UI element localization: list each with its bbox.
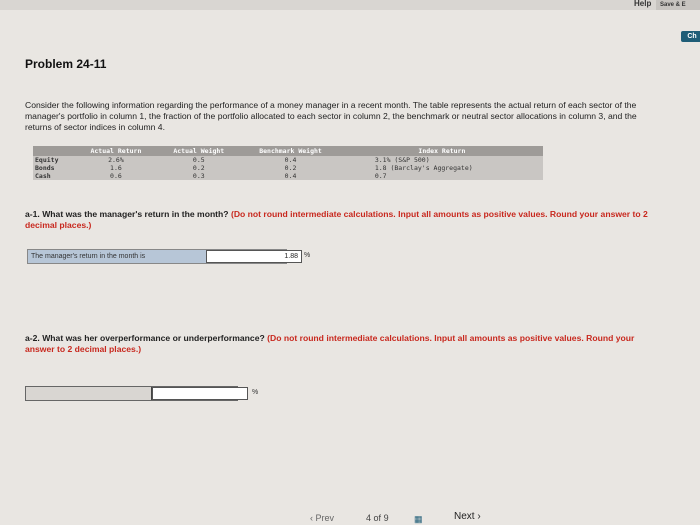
question-a2-instruction: (Do not round intermediate calculations. Input all amounts as positive values. Round your answer to 2 decimal places.): [25, 333, 635, 354]
percent-unit: %: [252, 389, 259, 396]
answer-row-a1: [27, 249, 311, 264]
table-cell: Cash: [33, 172, 75, 180]
next-label: Next: [454, 511, 475, 522]
table-header: [33, 146, 75, 156]
page-current: 4: [366, 513, 372, 523]
answer-a2-input[interactable]: [152, 387, 248, 400]
table-cell: 1.6: [75, 164, 158, 172]
table-header-row: [33, 146, 543, 156]
chevron-right-icon: ›: [477, 511, 481, 522]
table-header: Actual Return: [75, 146, 158, 156]
problem-intro: Consider the following information regarding the performance of a money manager in a recent month. The table represents the actual return of each sector of the manager's portfolio in column 1, the fraction of the portfolio allocated to each sector in column 2, the benchmark or neutral sector allocations in column 3, and the returns of sector indices in column 4.: [25, 100, 637, 132]
help-link[interactable]: Help: [634, 0, 652, 8]
table-row: [33, 156, 543, 164]
check-my-work-button[interactable]: Ch: [681, 31, 700, 42]
table-cell: 0.6: [75, 172, 158, 180]
question-a2-text: a-2. What was her overperformance or underperformance?: [25, 333, 265, 343]
answer-a1-label: The manager's return in the month is: [31, 253, 146, 260]
performance-table: [33, 146, 543, 180]
table-row: [33, 172, 543, 180]
table-cell: Bonds: [33, 164, 75, 172]
page-sep: of: [373, 513, 382, 523]
table-header: Benchmark Weight: [240, 146, 341, 156]
page-indicator: [366, 513, 389, 523]
table-row: [33, 164, 543, 172]
table-cell: 0.2: [240, 164, 341, 172]
answer-a1-input[interactable]: 1.88: [206, 250, 302, 263]
table-cell: 2.6%: [75, 156, 158, 164]
table-cell: 3.1% (S&P 500): [341, 156, 543, 164]
table-header: Index Return: [341, 146, 543, 156]
performance-type-dropdown[interactable]: [26, 387, 152, 400]
problem-title: Problem 24-11: [25, 57, 107, 71]
table-cell: 0.4: [240, 172, 341, 180]
question-a1: [25, 209, 665, 231]
answer-row-a2: [25, 386, 259, 401]
save-exit-button[interactable]: Save & E: [656, 0, 700, 10]
next-button[interactable]: [454, 511, 481, 522]
table-cell: 0.3: [157, 172, 240, 180]
question-a1-instruction: (Do not round intermediate calculations. Input all amounts as positive values. Round your answer to 2 decimal places.): [25, 209, 648, 230]
grid-icon[interactable]: ▦: [414, 514, 423, 524]
table-cell: 0.4: [240, 156, 341, 164]
table-cell: 1.8 (Barclay's Aggregate): [341, 164, 543, 172]
top-toolbar: [0, 0, 700, 10]
table-cell: 0.5: [157, 156, 240, 164]
chevron-left-icon: ‹: [310, 513, 313, 523]
table-cell: 0.2: [157, 164, 240, 172]
percent-unit: %: [304, 252, 311, 259]
table-cell: Equity: [33, 156, 75, 164]
question-a1-text: a-1. What was the manager's return in the month?: [25, 209, 229, 219]
table-cell: 0.7: [341, 172, 543, 180]
prev-label: Prev: [315, 513, 335, 523]
table-header: Actual Weight: [157, 146, 240, 156]
question-a2: [25, 333, 665, 355]
page-total: 9: [383, 513, 389, 523]
prev-button[interactable]: [310, 513, 334, 523]
